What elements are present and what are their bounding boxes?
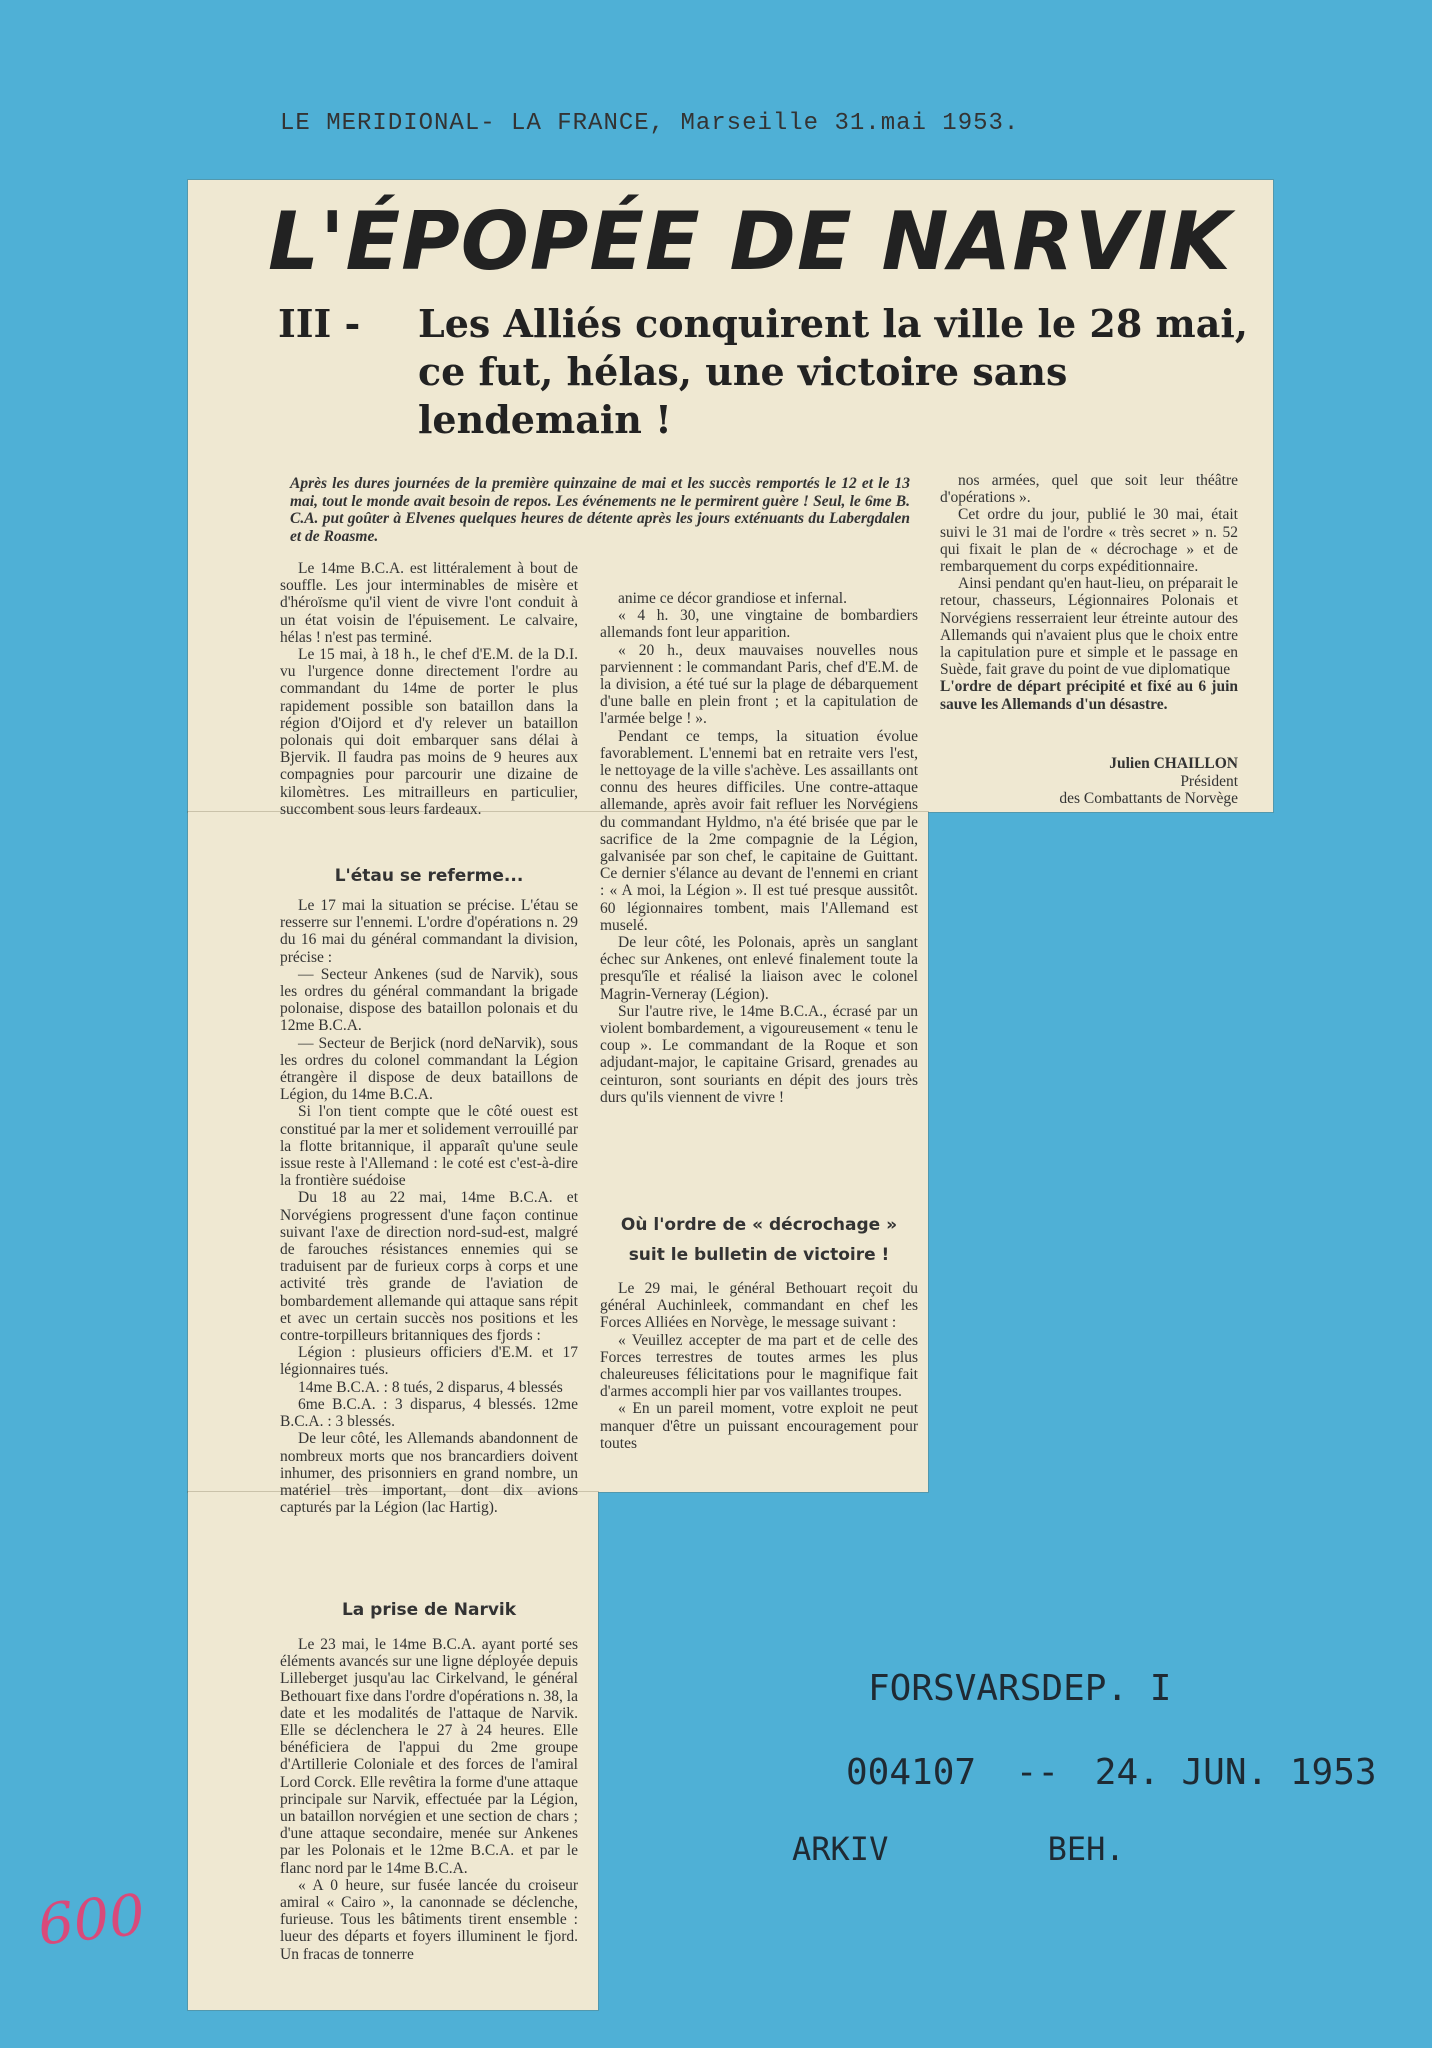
handwritten-number: 600: [34, 1882, 148, 1959]
article-headline: L'ÉPOPÉE DE NARVIK: [268, 195, 1232, 288]
paragraph: « 4 h. 30, une vingtaine de bombardiers allemands font leur apparition.: [600, 607, 918, 642]
column-2-bottom: [600, 1280, 918, 1485]
subheadline-text: Les Alliés conquirent la ville le 28 mai, ce fut, hélas, une victoire sans lendemain !: [418, 301, 1248, 442]
stamp-arkiv: ARKIV: [792, 1830, 889, 1868]
paragraph: Le 17 mai la situation se précise. L'étau se resserre sur l'ennemi. L'ordre d'opérations n. 29 du 16 mai du général commandant la division, précise :: [280, 897, 578, 966]
paragraph: 14me B.C.A. : 8 tués, 2 disparus, 4 blessés: [298, 1378, 563, 1396]
paragraph: « A 0 heure, sur fusée lancée du croiseur amiral « Cairo », la canonnade se déclenche, furieuse. Tous les bâtiments tirent ensemble : lueur des départs et foyers illuminent le fjord. Un fracas de tonnerre: [280, 1876, 578, 1963]
paragraph: Ainsi pendant qu'en haut-lieu, on préparait le retour, chasseurs, Légionnaires Polonais et Norvégiens resserraient leur étreinte autour des Allemands qui n'avaient plus que le choix entre la capitulation pure et simple et le passage en Suède, fait grave du point de vue diplomatique: [940, 575, 1238, 679]
typed-header: LE MERIDIONAL- LA FRANCE, Marseille 31.mai 1953.: [280, 110, 1020, 137]
paragraph: Du 18 au 22 mai, 14me B.C.A. et Norvégiens progressent d'une façon continue suivant l'axe de direction nord-sud-est, malgré de farouches résistances ennemies qui se traduisent par de furieux corps à corps et une activité très grande de l'aviation de bombardement allemande qui attaque sans répit et avec un certain succès nos positions et les contre-torpilleurs britanniques des fjords :: [280, 1189, 578, 1345]
subtitle-etau: L'étau se referme...: [334, 866, 524, 886]
stamp-separator: --: [1015, 1752, 1060, 1793]
paragraph: « Veuillez accepter de ma part et de celle des Forces terrestres de toutes armes les plus chaleureuses félicitations pour le magnifique fait d'armes accompli hier par vos vaillantes troupes.: [600, 1331, 918, 1401]
stamp-date: 24. JUN. 1953: [1094, 1752, 1377, 1793]
paragraph: 6me B.C.A. : 3 disparus, 4 blessés. 12me B.C.A. : 3 blessés.: [280, 1395, 578, 1431]
column-3: [940, 472, 1238, 754]
signature-title: Président: [1180, 772, 1238, 790]
column-2-top: [600, 590, 918, 1198]
paragraph: « En un pareil moment, votre exploit ne peut manquer d'être un puissant encouragement pour toutes: [600, 1400, 918, 1452]
paragraph: De leur côté, les Polonais, après un sanglant échec sur Ankenes, ont enlevé finalement toute la presqu'île et réalisé la liaison avec le colonel Magrin-Verneray (Légion).: [600, 934, 918, 1003]
paragraph: Légion : plusieurs officiers d'E.M. et 17 légionnaires tués.: [280, 1344, 578, 1379]
paragraph: Le 23 mai, le 14me B.C.A. ayant porté ses éléments avancés sur une ligne déployée depuis Lilleberget jusqu'au lac Cirkelvand, le général Bethouart fixe dans l'ordre d'opérations n. 38, la date et les modalités de l'attaque de Narvik. Elle se déclenchera le 27 à 24 heures. Elle bénéficiera de l'appui du 2me groupe d'Artillerie Coloniale et des forces de l'amiral Lord Corck. Elle revêtira la forme d'une attaque principale sur Narvik, effectuée par la Légion, un bataillon norvégien et une section de chars ; d'une attaque secondaire, menée sur Ankenes par les Polonais et le 12me B.C.A. et par le flanc nord par le 14me B.C.A.: [280, 1636, 578, 1877]
signature-name: Julien CHAILLON: [1109, 755, 1238, 772]
paragraph: Sur l'autre rive, le 14me B.C.A., écrasé par un violent bombardement, a vigoureusement « tenu le coup ». Le commandant de la Roque et son adjudant-major, le capitaine Grisard, grenades au ceinturon, sont souriants en dépit des jours très durs qu'ils viennent de vivre !: [600, 1002, 918, 1106]
paragraph: Le 29 mai, le général Bethouart reçoit du général Auchinleek, commandant en chef les Forces Alliées en Norvège, le message suivant :: [600, 1280, 918, 1332]
paragraph: — Secteur de Berjick (nord deNarvik), sous les ordres du colonel commandant la Légion étrangère il dispose de deux bataillons de Légion, du 14me B.C.A.: [280, 1034, 578, 1104]
stamp-number: 004107: [846, 1752, 977, 1793]
column-1-middle: [280, 897, 578, 1587]
subtitle-decrochage: Où l'ordre de « décrochage » suit le bulletin de victoire !: [620, 1215, 898, 1265]
paragraph: nos armées, quel que soit leur théâtre d'opérations ».: [940, 472, 1238, 507]
paragraph: — Secteur Ankenes (sud de Narvik), sous les ordres du général commandant la brigade polonaise, dispose des bataillon polonais et du 12me B.C.A.: [280, 965, 578, 1035]
paragraph-bold: L'ordre de départ précipité et fixé au 6 juin sauve les Allemands d'un désastre.: [940, 678, 1238, 713]
column-1-top: [280, 560, 578, 850]
stamp-beh: BEH.: [1047, 1830, 1125, 1868]
stamp-line-3: [792, 1830, 1125, 1868]
signature: [938, 755, 1238, 808]
part-number: III -: [278, 301, 361, 346]
paragraph: Si l'on tient compte que le côté ouest est constitué par la mer et solidement verrouillé par la flotte britannique, il apparaît qu'une seule issue reste à l'Allemand : le coté est c'est-à-dire la frontière suédoise: [280, 1103, 578, 1190]
stamp-line-1: FORSVARSDEP. I: [868, 1668, 1172, 1709]
paragraph: Cet ordre du jour, publié le 30 mai, était suivi le 31 mai de l'ordre « très secret » n. 52 qui fixait le plan de « décrochage » et de rembarquement du corps expéditionnaire.: [940, 506, 1238, 576]
article-intro: Après les dures journées de la première quinzaine de mai et les succès remportés le 12 et le 13 mai, tout le monde avait besoin de repos. Les événements ne le permirent guère ! Seul, le 6me B. C.A. put goûter à Elvenes quelques heures de détente après les jours exténuants du Labergdalen et de Roasme.: [290, 475, 910, 545]
column-1-bottom: [280, 1636, 578, 2006]
paragraph: Le 14me B.C.A. est littéralement à bout de souffle. Les jour interminables de misère et d'héroïsme qu'il vient de vivre l'ont conduit à un état voisin de l'épuisement. Le calvaire, hélas ! n'est pas terminé.: [280, 560, 578, 646]
stamp-line-2: [846, 1752, 1377, 1793]
paragraph: Le 15 mai, à 18 h., le chef d'E.M. de la D.I. vu l'urgence donne directement l'ordre au commandant du 14me de porter le plus rapidement possible son bataillon dans la région d'Oijord et d'y relever un bataillon polonais qui doit embarquer sans délai à Bjervik. Il faudra pas moins de 9 heures aux compagnies pour parcourir une dizaine de kilomètres. Les mitrailleurs en particulier, succombent sous leurs fardeaux.: [280, 646, 578, 818]
signature-org: des Combattants de Norvège: [1059, 790, 1238, 807]
paragraph: Pendant ce temps, la situation évolue favorablement. L'ennemi bat en retraite vers l'est, le nettoyage de la ville s'achève. Les assaillants ont connu des heures difficiles. Une contre-attaque allemande, après avoir fait refluer les Norvégiens du commandant Hyldmo, n'a été brisée que par le sacrifice de la 2me compagnie de la Légion, galvanisée par son chef, le capitaine de Guittant. Ce dernier s'élance au devant de l'ennemi en criant : « A moi, la Légion ». Il est tué presque aussitôt. 60 légionnaires tombent, mais l'Allemand est muselé.: [600, 727, 918, 934]
paragraph: « 20 h., deux mauvaises nouvelles nous parviennent : le commandant Paris, chef d'E.M. de la division, a été tué sur la plage de débarquement d'une balle en plein front ; et la capitulation de l'armée belge ! ».: [600, 641, 918, 728]
paragraph: anime ce décor grandiose et infernal.: [618, 590, 847, 607]
subtitle-prise: La prise de Narvik: [341, 1600, 517, 1620]
paragraph: De leur côté, les Allemands abandonnent de nombreux morts que nos brancardiers doivent inhumer, des prisonniers en grand nombre, un matériel très important, dont dix avions capturés par la Légion (lac Hartig).: [280, 1430, 578, 1517]
